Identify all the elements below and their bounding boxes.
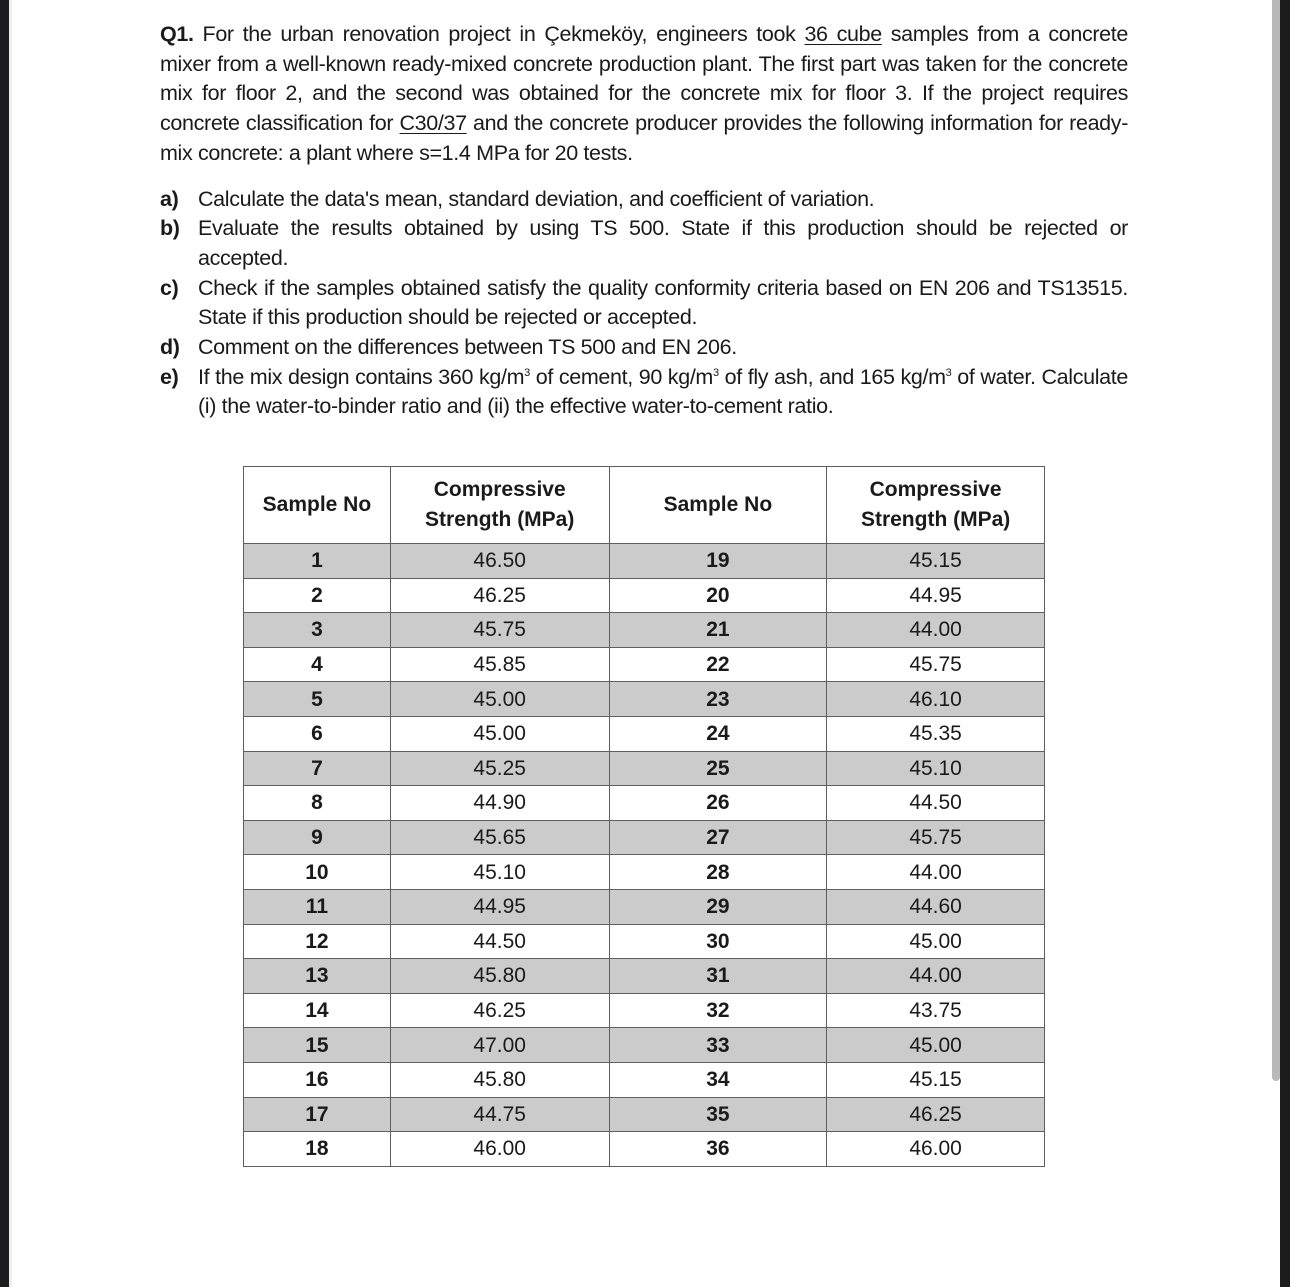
table-row bbox=[244, 786, 1045, 821]
sub-question-a bbox=[160, 185, 1128, 215]
sample-no-cell: 25 bbox=[609, 751, 827, 786]
sample-no-cell: 32 bbox=[609, 993, 827, 1028]
sample-no-cell: 12 bbox=[244, 924, 391, 959]
sub-question-b bbox=[160, 214, 1128, 273]
table-row bbox=[244, 959, 1045, 994]
sample-no-cell: 16 bbox=[244, 1062, 391, 1097]
strength-value-cell: 44.90 bbox=[390, 786, 609, 821]
left-window-edge bbox=[0, 0, 9, 1287]
sample-no-cell: 21 bbox=[609, 613, 827, 648]
sample-no-cell: 3 bbox=[244, 613, 391, 648]
strength-value-cell: 47.00 bbox=[390, 1028, 609, 1063]
underlined-concrete-class: C30/37 bbox=[399, 111, 467, 136]
header-line: Strength (MPa) bbox=[860, 508, 1011, 531]
header-sample-no: Sample No bbox=[609, 467, 827, 544]
question-text-3: and the concrete producer provides the following information for ready-mix concrete: a plant where s=1.4 MPa for 20 tests. bbox=[160, 111, 1129, 165]
strength-value-cell: 45.15 bbox=[827, 544, 1045, 579]
sub-question-text: Evaluate the results obtained by using TS 500. State if this production should be rejected or accepted. bbox=[198, 216, 1128, 270]
strength-value-cell: 45.85 bbox=[390, 647, 609, 682]
header-line: Compressive bbox=[433, 478, 566, 501]
table-row bbox=[244, 855, 1045, 890]
header-line: Compressive bbox=[869, 478, 1002, 501]
table-row bbox=[244, 1132, 1045, 1167]
sub-question-list bbox=[160, 185, 1128, 423]
sub-question-text: Calculate the data's mean, standard deviation, and coefficient of variation. bbox=[198, 186, 875, 211]
sub-question-label: d) bbox=[160, 335, 180, 360]
sample-no-cell: 31 bbox=[609, 959, 827, 994]
header-sample-no: Sample No bbox=[244, 467, 391, 544]
strength-value-cell: 45.00 bbox=[827, 924, 1045, 959]
strength-value-cell: 46.25 bbox=[390, 578, 609, 613]
text-fragment: of cement, 90 kg/m bbox=[529, 364, 713, 389]
strength-value-cell: 43.75 bbox=[827, 993, 1045, 1028]
sample-no-cell: 11 bbox=[244, 889, 391, 924]
table-header-row bbox=[244, 467, 1045, 544]
sub-question-label: e) bbox=[160, 364, 179, 389]
table-body bbox=[244, 544, 1045, 1167]
table-row bbox=[244, 716, 1045, 751]
strength-value-cell: 45.00 bbox=[390, 682, 609, 717]
sample-no-cell: 6 bbox=[244, 716, 391, 751]
sample-no-cell: 30 bbox=[609, 924, 827, 959]
sample-no-cell: 5 bbox=[244, 682, 391, 717]
table-row bbox=[244, 889, 1045, 924]
strength-value-cell: 45.65 bbox=[390, 820, 609, 855]
sub-question-c bbox=[160, 274, 1128, 333]
sample-no-cell: 26 bbox=[609, 786, 827, 821]
sample-no-cell: 20 bbox=[609, 578, 827, 613]
underlined-sample-count: 36 cube bbox=[804, 22, 882, 46]
strength-value-cell: 44.00 bbox=[827, 613, 1045, 648]
header-line: Strength (MPa) bbox=[425, 508, 575, 531]
sample-no-cell: 8 bbox=[244, 786, 391, 821]
table-row bbox=[244, 1028, 1045, 1063]
sub-question-text bbox=[198, 363, 1128, 422]
text-fragment: of fly ash, and 165 kg/m bbox=[718, 364, 946, 389]
sample-no-cell: 34 bbox=[609, 1062, 827, 1097]
table-row bbox=[244, 544, 1045, 579]
question-text-1: For the urban renovation project in Çekmeköy, engineers took bbox=[193, 22, 805, 46]
table-row bbox=[244, 1097, 1045, 1132]
strength-value-cell: 46.25 bbox=[390, 993, 609, 1028]
sub-question-e bbox=[160, 363, 1128, 422]
sample-no-cell: 29 bbox=[609, 889, 827, 924]
header-compressive-strength bbox=[827, 467, 1045, 544]
sample-no-cell: 17 bbox=[244, 1097, 391, 1132]
sample-no-cell: 33 bbox=[609, 1028, 827, 1063]
sample-no-cell: 15 bbox=[244, 1028, 391, 1063]
strength-value-cell: 44.95 bbox=[390, 889, 609, 924]
sample-no-cell: 19 bbox=[609, 544, 827, 579]
right-window-edge bbox=[1280, 0, 1290, 1287]
strength-value-cell: 45.25 bbox=[390, 751, 609, 786]
sample-no-cell: 7 bbox=[244, 751, 391, 786]
sample-no-cell: 22 bbox=[609, 647, 827, 682]
strength-value-cell: 44.50 bbox=[390, 924, 609, 959]
table-row bbox=[244, 751, 1045, 786]
strength-value-cell: 45.10 bbox=[827, 751, 1045, 786]
sample-no-cell: 24 bbox=[609, 716, 827, 751]
sub-question-text: Comment on the differences between TS 500 and EN 206. bbox=[198, 335, 737, 360]
text-fragment: If the mix design contains 360 kg/m bbox=[198, 364, 525, 389]
question-paragraph bbox=[160, 20, 1128, 169]
strength-value-cell: 45.35 bbox=[827, 716, 1045, 751]
sample-no-cell: 4 bbox=[244, 647, 391, 682]
sample-no-cell: 2 bbox=[244, 578, 391, 613]
question-content bbox=[160, 20, 1128, 422]
compressive-strength-table bbox=[243, 466, 1045, 1167]
sample-no-cell: 18 bbox=[244, 1132, 391, 1167]
sample-no-cell: 9 bbox=[244, 820, 391, 855]
sample-no-cell: 1 bbox=[244, 544, 391, 579]
strength-value-cell: 45.00 bbox=[390, 716, 609, 751]
table-row bbox=[244, 924, 1045, 959]
sample-no-cell: 14 bbox=[244, 993, 391, 1028]
sub-question-label: c) bbox=[160, 275, 179, 300]
strength-value-cell: 45.75 bbox=[827, 647, 1045, 682]
strength-value-cell: 45.80 bbox=[390, 959, 609, 994]
sub-question-text: Check if the samples obtained satisfy the quality conformity criteria based on EN 206 and TS13515. State if this production should be rejected or accepted. bbox=[198, 275, 1128, 330]
sample-no-cell: 10 bbox=[244, 855, 391, 890]
header-compressive-strength bbox=[390, 467, 609, 544]
strength-value-cell: 45.75 bbox=[390, 613, 609, 648]
strength-value-cell: 45.80 bbox=[390, 1062, 609, 1097]
strength-value-cell: 44.50 bbox=[827, 786, 1045, 821]
strength-value-cell: 46.50 bbox=[390, 544, 609, 579]
text-fragment: of water. Calculate (i) the water-to-binder ratio and (ii) the effective water-to-cement ratio. bbox=[198, 364, 1128, 419]
strength-value-cell: 46.00 bbox=[390, 1132, 609, 1167]
sub-question-label: a) bbox=[160, 186, 179, 211]
table-row bbox=[244, 578, 1045, 613]
vertical-scrollbar[interactable] bbox=[1272, 0, 1280, 1081]
sample-no-cell: 28 bbox=[609, 855, 827, 890]
sample-no-cell: 27 bbox=[609, 820, 827, 855]
question-label: Q1. bbox=[160, 22, 194, 46]
strength-value-cell: 46.25 bbox=[827, 1097, 1045, 1132]
strength-value-cell: 46.10 bbox=[827, 682, 1045, 717]
table-row bbox=[244, 682, 1045, 717]
table-row bbox=[244, 1062, 1045, 1097]
sample-no-cell: 35 bbox=[609, 1097, 827, 1132]
strength-value-cell: 44.75 bbox=[390, 1097, 609, 1132]
strength-value-cell: 45.00 bbox=[827, 1028, 1045, 1063]
strength-value-cell: 45.15 bbox=[827, 1062, 1045, 1097]
strength-value-cell: 44.00 bbox=[827, 855, 1045, 890]
strength-value-cell: 46.00 bbox=[827, 1132, 1045, 1167]
strength-value-cell: 45.10 bbox=[390, 855, 609, 890]
table-row bbox=[244, 647, 1045, 682]
question-text-2: samples from a concrete mixer from a well-known ready-mixed concrete production plant. The first part was taken for the concrete mix for floor 2, and the second was obtained for the concrete mix for floor 3. If the project requires concrete classification for bbox=[160, 22, 1128, 136]
strength-value-cell: 45.75 bbox=[827, 820, 1045, 855]
sub-question-label: b) bbox=[160, 216, 180, 241]
sample-no-cell: 23 bbox=[609, 682, 827, 717]
table-row bbox=[244, 993, 1045, 1028]
table-row bbox=[244, 820, 1045, 855]
strength-value-cell: 44.95 bbox=[827, 578, 1045, 613]
strength-value-cell: 44.00 bbox=[827, 959, 1045, 994]
superscript: 3 bbox=[713, 366, 719, 379]
superscript: 3 bbox=[945, 366, 952, 379]
strength-value-cell: 44.60 bbox=[827, 889, 1045, 924]
sample-no-cell: 13 bbox=[244, 959, 391, 994]
superscript: 3 bbox=[524, 366, 530, 379]
table-row bbox=[244, 613, 1045, 648]
sample-no-cell: 36 bbox=[609, 1132, 827, 1167]
sub-question-d bbox=[160, 333, 1128, 363]
